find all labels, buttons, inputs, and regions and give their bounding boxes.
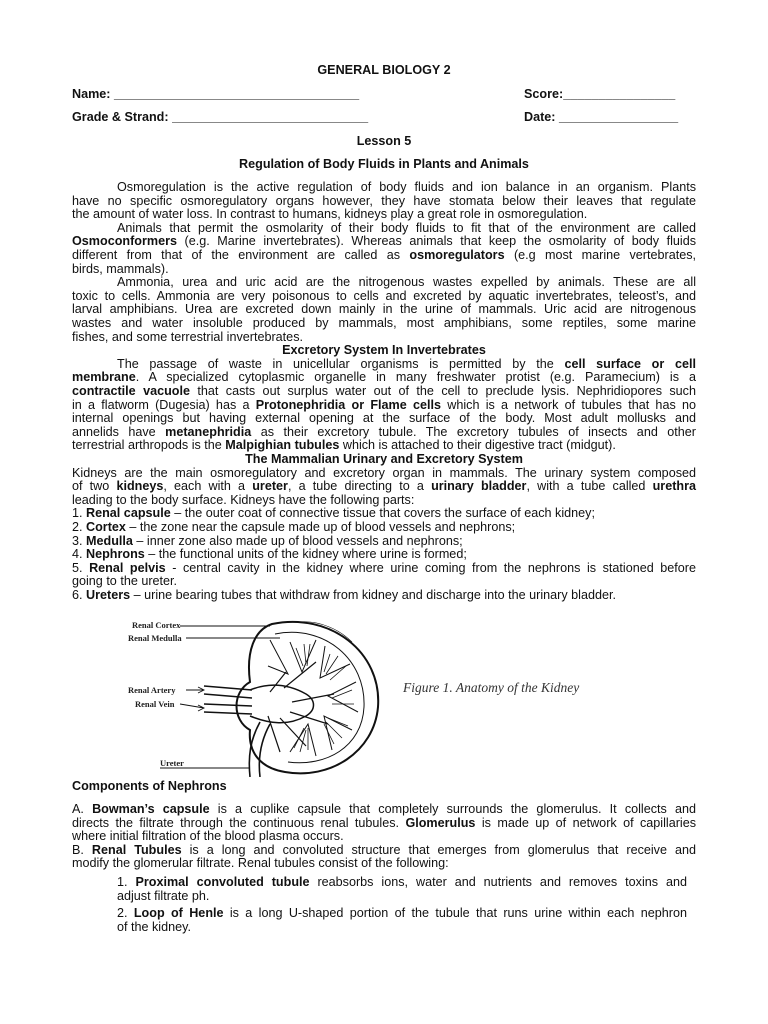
item-letter: B. (72, 842, 92, 857)
item-text: directs the filtrate through the continuous renal tubules. (72, 815, 406, 830)
item-text: - central cavity in the kidney where urine coming from the nephrons is stationed before (165, 560, 696, 575)
term-proximal-convoluted-tubule: Proximal convoluted tubule (135, 875, 310, 889)
para1-line3: the amount of water loss. In contrast to humans, kidneys play a great role in osmoregulation. (72, 207, 588, 222)
score-blank: ________________ (563, 87, 676, 101)
term-loop-of-henle: Loop of Henle (133, 906, 224, 920)
invert-line4 (72, 399, 696, 413)
para2-line3 (72, 249, 696, 263)
nephron-a-line2 (72, 817, 696, 831)
invert-line3 (72, 385, 696, 399)
invert-line7-text2: which is attached to their digestive tract (midgut). (339, 438, 616, 453)
invert-line5: internal openings but having external opening at the surface of the body. Most adult mollusks and (72, 411, 696, 426)
para2-line2-text: (e.g. Marine invertebrates). Whereas animals that keep the osmolarity of body fluids (176, 234, 696, 249)
invert-line2-text: . A specialized cytoplasmic organelle in many freshwater protist (e.g. Paramecium) is a (135, 370, 696, 385)
item-number: 1. (117, 875, 136, 889)
tubule-2-line1 (117, 907, 687, 921)
item-text: – the zone near the capsule made up of blood vessels and nephrons; (125, 520, 516, 534)
term-renal-capsule: Renal capsule (86, 506, 171, 521)
term-contractile-vacuole: contractile vacuole (72, 384, 190, 398)
para2-line1: Animals that permit the osmolarity of their body fluids to fit that of the environment are called (117, 220, 696, 235)
term-ureters: Ureters (86, 588, 131, 602)
para3-line2: toxic to cells. Ammonia are very poisonous to cells and excreted by aquatic invertebrates, teleost’s, and (72, 288, 696, 303)
term-bowmans-capsule: Bowman’s capsule (92, 802, 210, 816)
nephron-b-line2: modify the glomerular filtrate. Renal tubules consist of the following: (72, 856, 449, 871)
invert-line6-text2: as their excretory tubule. The excretory tubules of insects and other (251, 424, 696, 439)
nephrons-heading: Components of Nephrons (72, 779, 227, 793)
term-urinary-bladder: urinary bladder (431, 479, 527, 494)
label-renal-vein: Renal Vein (135, 699, 175, 709)
term-metanephridia: metanephridia (165, 424, 252, 439)
item-number: 2. (72, 520, 87, 534)
para2-line3-text: different from that of the environment are called as (72, 248, 410, 262)
mammal-line2-text2: , each with a (163, 479, 253, 494)
item-text: is a long and convoluted structure that emerges from glomerulus that receive and (181, 842, 696, 857)
para3-line5: fishes, and some terrestrial invertebrates. (72, 329, 303, 344)
date-field (524, 111, 678, 125)
label-ureter: Ureter (160, 758, 184, 768)
item-text: – the outer coat of connective tissue that covers the surface of each kidney; (170, 506, 595, 521)
invert-line4-text: in a flatworm (Dugesia) has a (72, 397, 256, 412)
item-number: 4. (72, 547, 87, 562)
nephron-a-line3: where initial filtration of the blood plasma occurs. (72, 829, 344, 844)
item-text: – urine bearing tubes that withdraw from kidney and discharge into the urinary bladder. (130, 588, 616, 602)
kidney-part-5-cont: going to the ureter. (72, 574, 178, 589)
kidney-part-1 (72, 507, 595, 521)
term-urethra: urethra (652, 479, 696, 494)
kidney-part-4 (72, 548, 467, 562)
term-membrane: membrane (72, 370, 136, 385)
document-title: GENERAL BIOLOGY 2 (317, 63, 451, 77)
item-text2: is made up of network of capillaries (475, 815, 696, 830)
figure-caption: Figure 1. Anatomy of the Kidney (403, 680, 580, 695)
tubule-1-line1 (117, 876, 687, 890)
item-number: 3. (72, 533, 87, 548)
item-text: is a long U-shaped portion of the tubule that runs urine within each nephron (223, 906, 687, 920)
mammal-line3: leading to the body surface. Kidneys have the following parts: (72, 492, 415, 507)
term-kidneys: kidneys (116, 479, 164, 494)
invert-line4-text2: which is a network of tubules that has no (441, 397, 696, 412)
mammal-line2-text3: , a tube directing to a (287, 479, 432, 494)
nephron-b-line1 (72, 844, 696, 858)
para3-line3: larval amphibians. Urea are excreted down mainly in the urine of mammals. Uric acid are nitrogenous (72, 302, 696, 317)
item-number: 2. (117, 906, 134, 920)
score-label: Score: (524, 87, 564, 101)
item-text: – inner zone also made up of blood vessels and nephrons; (132, 533, 463, 548)
invert-line3-text: that casts out surplus water out of the cell to preclude lysis. Nephridiopores such (189, 384, 696, 398)
score-field (524, 88, 675, 102)
invert-line7-text: terrestrial arthropods is the (72, 438, 226, 453)
date-blank: _________________ (559, 110, 679, 124)
kidney-part-2 (72, 521, 515, 535)
label-renal-artery: Renal Artery (128, 685, 176, 695)
term-ureter: ureter (252, 479, 288, 494)
tubule-2-line2: of the kidney. (117, 919, 191, 934)
para2-line4: birds, mammals). (72, 261, 169, 276)
para3-line1: Ammonia, urea and uric acid are the nitrogenous wastes expelled by animals. These are all (117, 275, 696, 290)
term-malpighian: Malpighian tubules (225, 438, 340, 453)
item-number: 5. (72, 560, 90, 575)
mammal-line1: Kidneys are the main osmoregulatory and excretory organ in mammals. The urinary system composed (72, 465, 696, 480)
term-cortex: Cortex (86, 520, 126, 534)
invert-line2 (72, 371, 696, 385)
term-nephrons: Nephrons (86, 547, 145, 562)
nephron-a-line1 (72, 803, 696, 817)
kidney-part-6 (72, 589, 616, 603)
term-protonephridia: Protonephridia or Flame cells (255, 397, 442, 412)
lesson-number: Lesson 5 (356, 134, 412, 148)
invert-line1 (117, 358, 696, 372)
item-number: 1. (72, 506, 87, 521)
para2-line2 (72, 235, 696, 249)
kidney-part-5 (72, 562, 696, 576)
mammal-line2-text4: , with a tube called (526, 479, 653, 494)
mammalian-heading: The Mammalian Urinary and Excretory System (245, 452, 523, 466)
name-field (72, 88, 359, 102)
invert-line7 (72, 439, 616, 453)
item-letter: A. (72, 802, 93, 816)
date-label: Date: (524, 110, 556, 124)
kidney-anatomy-figure (120, 612, 400, 777)
invert-line6 (72, 426, 696, 440)
term-osmoconformers: Osmoconformers (72, 234, 177, 249)
grade-blank: ____________________________ (172, 110, 369, 124)
invertebrates-heading: Excretory System In Invertebrates (282, 343, 486, 358)
invert-line6-text: annelids have (72, 424, 166, 439)
tubule-1-line2: adjust filtrate ph. (117, 888, 210, 903)
term-glomerulus: Glomerulus (405, 815, 476, 830)
grade-label: Grade & Strand: (72, 110, 169, 124)
item-number: 6. (72, 588, 87, 602)
term-osmoregulators: osmoregulators (409, 248, 505, 262)
label-renal-medulla: Renal Medulla (128, 633, 182, 643)
para1-line2: have no specific osmoregulatory organs however, they have stomata below their leaves that regulate (72, 193, 696, 208)
lesson-title: Regulation of Body Fluids in Plants and Animals (239, 157, 529, 171)
mammal-line2 (72, 480, 696, 494)
para1-line1: Osmoregulation is the active regulation of body fluids and ion balance in an organism. Plants (117, 180, 696, 194)
name-blank: ___________________________________ (114, 87, 360, 101)
grade-strand-field (72, 111, 368, 125)
label-renal-cortex: Renal Cortex (132, 620, 181, 630)
item-text: is a cuplike capsule that completely surrounds the glomerulus. It collects and (209, 802, 696, 816)
term-medulla: Medulla (86, 533, 133, 548)
term-renal-pelvis: Renal pelvis (89, 560, 166, 575)
para3-line4: wastes and water insoluble produced by mammals, most amphibians, some reptiles, some marine (72, 316, 696, 330)
para2-line3-text2: (e.g most marine vertebrates, (504, 248, 697, 262)
item-text: – the functional units of the kidney where urine is formed; (144, 547, 467, 562)
mammal-line2-text: of two (72, 479, 117, 494)
term-cell-surface: cell surface or cell (564, 356, 696, 371)
term-renal-tubules: Renal Tubules (91, 842, 182, 857)
name-label: Name: (72, 87, 111, 101)
invert-line1-text: The passage of waste in unicellular organisms is permitted by the (117, 356, 565, 371)
kidney-part-3 (72, 535, 463, 549)
item-text: reabsorbs ions, water and nutrients and removes toxins and (309, 875, 687, 889)
